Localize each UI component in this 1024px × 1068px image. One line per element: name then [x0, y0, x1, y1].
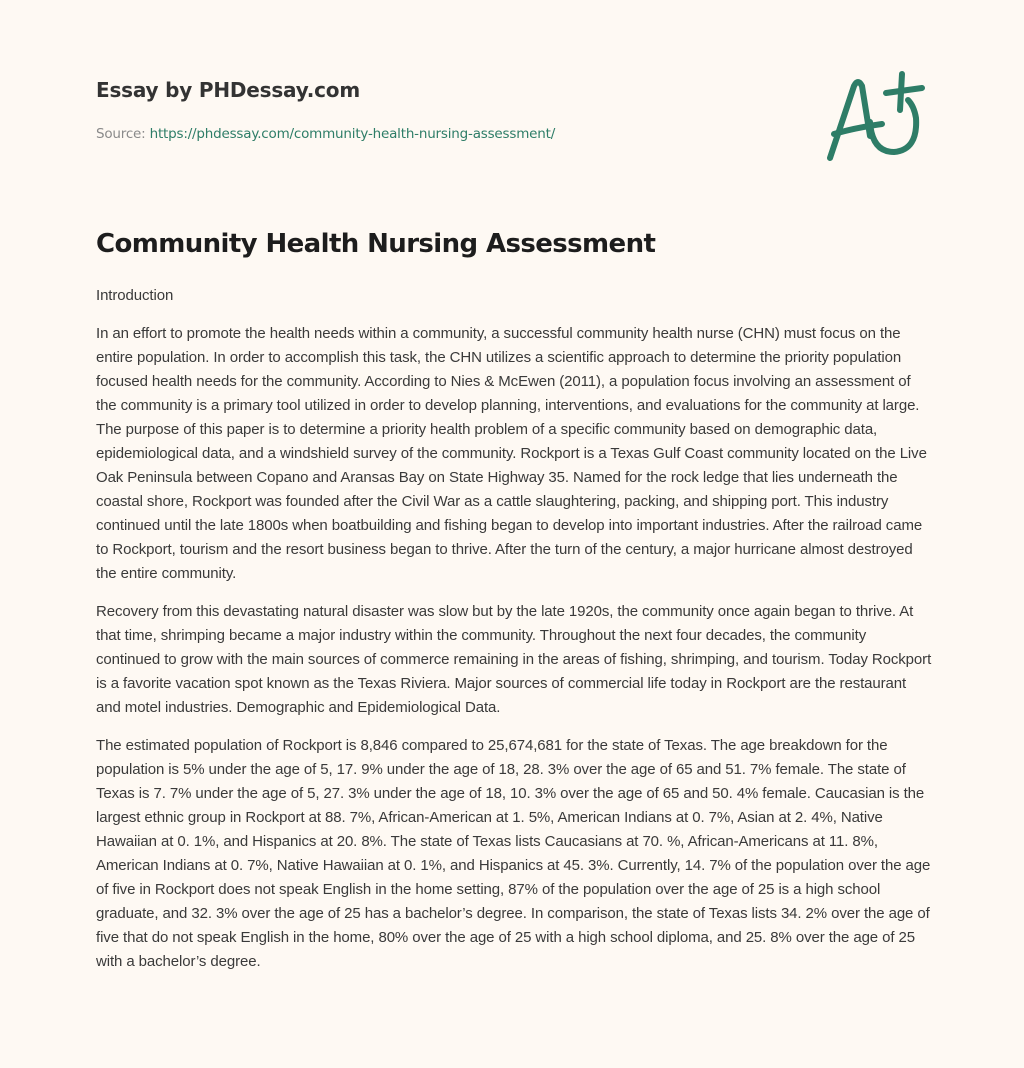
source-label: Source:: [96, 126, 146, 142]
site-brand: Essay by PHDessay.com: [96, 78, 360, 102]
article-body: [96, 284, 932, 988]
source-line: [96, 124, 928, 144]
paragraph: Recovery from this devastating natural disaster was slow but by the late 1920s, the community once again began to thrive. At that time, shrimping became a major industry within the community. Throughout the next four decades, the community continued to grow with the main sources of commerce remaining in the areas of fishing, shrimping, and tourism. Today Rockport is a favorite vacation spot known as the Texas Riviera. Major sources of commercial life today in Rockport are the restaurant and motel industries. Demographic and Epidemiological Data.: [96, 603, 932, 716]
paragraph: The estimated population of Rockport is 8,846 compared to 25,674,681 for the state of Texas. The age breakdown for the population is 5% under the age of 5, 17. 9% under the age of 18, 28. 3% over the age of 65 and 51. 7% female. The state of Texas is 7. 7% under the age of 5, 27. 3% under the age of 18, 10. 3% over the age of 65 and 50. 4% female. Caucasian is the largest ethnic group in Rockport at 88. 7%, African-American at 1. 5%, American Indians at 0. 7%, Asian at 2. 4%, Native Hawaiian at 0. 1%, and Hispanics at 20. 8%. The state of Texas lists Caucasians at 70. %, African-Americans at 11. 8%, American Indians at 0. 7%, Native Hawaiian at 0. 1%, and Hispanics at 45. 3%. Currently, 14. 7% of the population over the age of five in Rockport does not speak English in the home setting, 87% of the population over the age of 25 is a high school graduate, and 32. 3% over the age of 25 has a bachelor’s degree. In comparison, the state of Texas lists 34. 2% over the age of five that do not speak English in the home, 80% over the age of 25 with a high school diploma, and 25. 8% over the age of 25 with a bachelor’s degree.: [96, 737, 931, 970]
a-plus-grade-icon: [820, 66, 930, 166]
article-title: Community Health Nursing Assessment: [96, 229, 656, 259]
page-header: [96, 76, 928, 144]
paragraph: In an effort to promote the health needs within a community, a successful community health nurse (CHN) must focus on the entire population. In order to accomplish this task, the CHN utilizes a scientific approach to determine the priority population focused health needs for the community. According to Nies & McEwen (2011), a population focus involving an assessment of the community is a primary tool utilized in order to develop planning, interventions, and evaluations for the community at large. The purpose of this paper is to determine a priority health problem of a specific community based on demographic data, epidemiological data, and a windshield survey of the community. Rockport is a Texas Gulf Coast community located on the Live Oak Peninsula between Copano and Aransas Bay on State Highway 35. Named for the rock ledge that lies underneath the coastal shore, Rockport was founded after the Civil War as a cattle slaughtering, packing, and shipping port. This industry continued until the late 1800s when boatbuilding and fishing began to develop into important industries. After the railroad came to Rockport, tourism and the resort business began to thrive. After the turn of the century, a major hurricane almost destroyed the entire community.: [96, 325, 927, 582]
section-heading-introduction: Introduction: [96, 287, 174, 304]
source-link[interactable]: https://phdessay.com/community-health-nursing-assessment/: [149, 126, 556, 142]
